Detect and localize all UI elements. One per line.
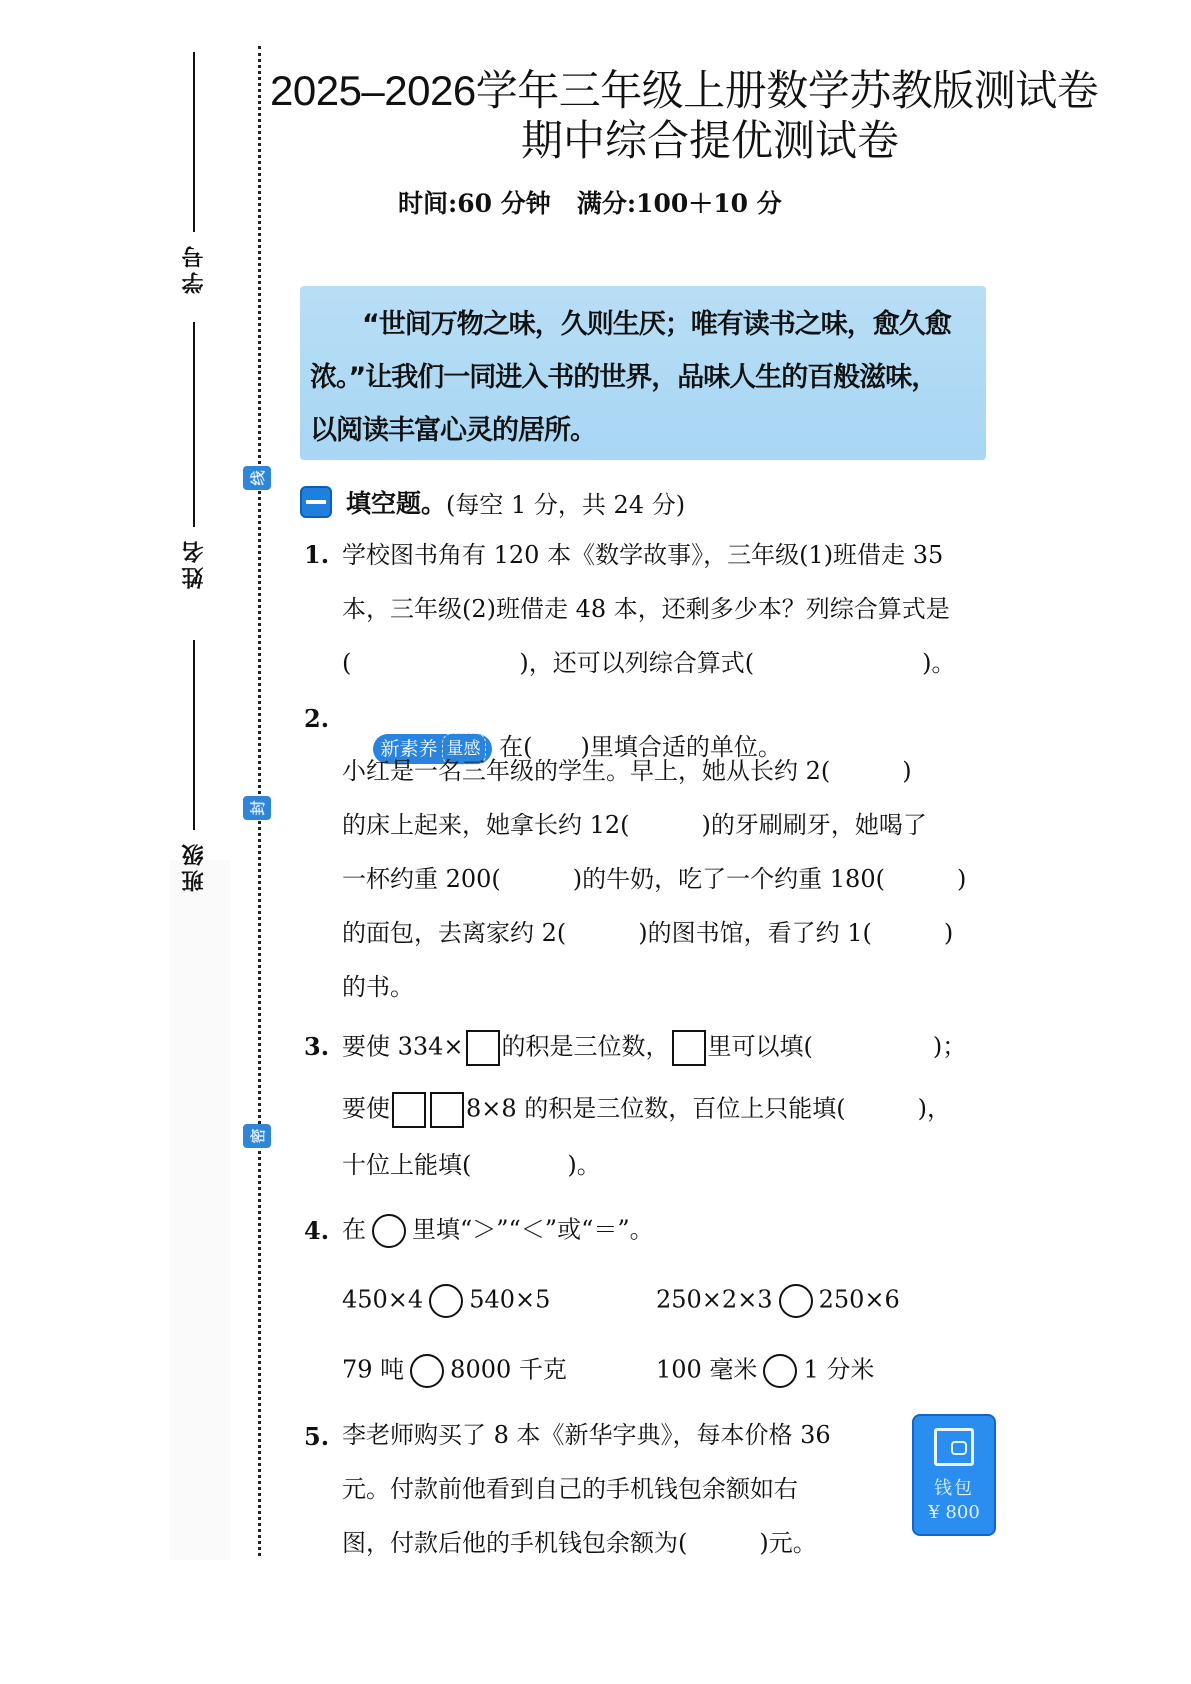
page-subtitle: 期中综合提优测试卷 bbox=[520, 117, 899, 164]
compare-circle[interactable] bbox=[763, 1354, 797, 1388]
seal-tag-line: 线 bbox=[243, 466, 271, 490]
quote-line: “世间万物之味，久则生厌；唯有读书之味，愈久愈 bbox=[310, 309, 951, 340]
compare-left: 250×2×3 bbox=[656, 1285, 773, 1314]
question-number: 1. bbox=[304, 540, 330, 569]
compare-right: 8000 千克 bbox=[450, 1355, 567, 1384]
question-line bbox=[342, 1030, 966, 1066]
margin-strip bbox=[170, 860, 230, 1560]
quote-line: 浓。”让我们一同进入书的世界，品味人生的百般滋味， bbox=[310, 362, 938, 393]
quote-box bbox=[300, 286, 986, 460]
class-line[interactable] bbox=[193, 640, 195, 830]
name-field[interactable] bbox=[178, 322, 209, 589]
compare-item bbox=[342, 1354, 567, 1388]
circle-icon bbox=[372, 1214, 406, 1248]
question-text: 学校图书角有 120 本《数学故事》，三年级(1)班借走 35 bbox=[342, 541, 944, 569]
seal-tag-seal: 封 bbox=[243, 796, 271, 820]
question-number: 4. bbox=[304, 1216, 330, 1245]
compare-item bbox=[656, 1354, 874, 1388]
question-text: 里填“＞”“＜”或“＝”。 bbox=[412, 1215, 654, 1244]
question-text[interactable]: 十位上能填( )。 bbox=[342, 1151, 601, 1179]
name-line[interactable] bbox=[193, 322, 195, 527]
compare-left: 100 毫米 bbox=[656, 1355, 758, 1384]
question-text: 在 bbox=[342, 1215, 366, 1244]
question-text: 元。付款前他看到自己的手机钱包余额如右 bbox=[342, 1475, 798, 1503]
answer-blanks[interactable]: ( )，还可以列综合算式( )。 bbox=[342, 649, 956, 677]
compare-item bbox=[342, 1284, 550, 1318]
compare-right: 1 分米 bbox=[803, 1355, 875, 1384]
quote-line: 以阅读丰富心灵的居所。 bbox=[310, 415, 596, 446]
compare-right: 250×6 bbox=[818, 1285, 900, 1314]
badge-label: 新素养 bbox=[380, 737, 438, 760]
question-number: 3. bbox=[304, 1032, 330, 1061]
compare-left: 79 吨 bbox=[342, 1355, 405, 1384]
answer-box[interactable] bbox=[430, 1092, 464, 1128]
class-label: 班级 bbox=[181, 840, 207, 892]
question-text: 要使 bbox=[342, 1094, 390, 1123]
compare-circle[interactable] bbox=[779, 1284, 813, 1318]
answer-box[interactable] bbox=[466, 1030, 500, 1066]
wallet-label: 钱包 bbox=[934, 1478, 974, 1499]
compare-right: 540×5 bbox=[469, 1285, 551, 1314]
student-number-line[interactable] bbox=[193, 52, 195, 232]
question-text[interactable]: 一杯约重 200( )的牛奶，吃了一个约重 180( ) bbox=[342, 865, 967, 893]
answer-box[interactable] bbox=[392, 1092, 426, 1128]
question-text[interactable]: 的面包，去离家约 2( )的图书馆，看了约 1( ) bbox=[342, 919, 954, 947]
question-text[interactable]: 图，付款后他的手机钱包余额为( )元。 bbox=[342, 1529, 817, 1557]
section-number-icon bbox=[300, 486, 332, 518]
phone-wallet-image bbox=[912, 1414, 996, 1536]
question-number: 5. bbox=[304, 1422, 330, 1451]
section-scoring: (每空 1 分，共 24 分) bbox=[446, 490, 686, 519]
question-text[interactable]: 小红是一名三年级的学生。早上，她从长约 2( ) bbox=[342, 757, 912, 785]
question-text[interactable]: 8×8 的积是三位数，百位上只能填( )， bbox=[466, 1094, 952, 1123]
class-field[interactable] bbox=[178, 640, 209, 892]
name-label: 姓名 bbox=[181, 537, 207, 589]
question-text: 的积是三位数， bbox=[501, 1032, 670, 1061]
question-text: 李老师购买了 8 本《新华字典》，每本价格 36 bbox=[342, 1421, 831, 1449]
compare-item bbox=[656, 1284, 900, 1318]
wallet-balance: ¥ 800 bbox=[928, 1502, 980, 1523]
student-number-field[interactable] bbox=[178, 52, 209, 294]
wallet-icon bbox=[934, 1428, 974, 1466]
question-text: 要使 334× bbox=[342, 1032, 464, 1061]
compare-circle[interactable] bbox=[410, 1354, 444, 1388]
section-title: 填空题。 bbox=[346, 489, 447, 518]
question-text: 本，三年级(2)班借走 48 本，还剩多少本？列综合算式是 bbox=[342, 595, 950, 623]
seal-tag-secret: 密 bbox=[243, 1124, 271, 1148]
question-line bbox=[342, 1092, 951, 1128]
section-header bbox=[300, 484, 685, 520]
compare-circle[interactable] bbox=[429, 1284, 463, 1318]
question-number: 2. bbox=[304, 704, 330, 733]
page-title: 2025–2026学年三年级上册数学苏教版测试卷 bbox=[270, 67, 1099, 114]
compare-left: 450×4 bbox=[342, 1285, 424, 1314]
answer-box[interactable] bbox=[672, 1030, 706, 1066]
exam-meta: 时间:60 分钟 满分:100＋10 分 bbox=[398, 189, 782, 218]
question-text: 在( )里填合适的单位。 bbox=[491, 733, 782, 761]
question-stem bbox=[342, 1214, 654, 1248]
question-text: 的书。 bbox=[342, 973, 414, 1001]
question-text[interactable]: 里可以填( )； bbox=[707, 1032, 967, 1061]
question-text[interactable]: 的床上起来，她拿长约 12( )的牙刷刷牙，她喝了 bbox=[342, 811, 927, 839]
badge-sublabel: 量感 bbox=[442, 733, 486, 765]
student-number-label: 学号 bbox=[181, 242, 207, 294]
